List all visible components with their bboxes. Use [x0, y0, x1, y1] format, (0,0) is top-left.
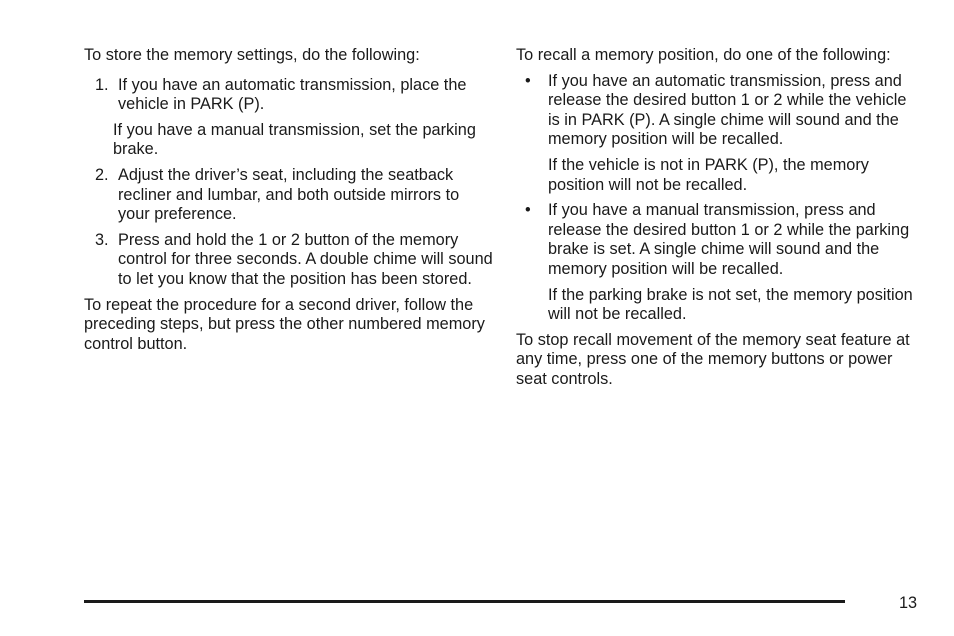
bullet-icon: • — [525, 201, 531, 220]
list-item-step-3 — [84, 231, 494, 290]
stop-paragraph: To stop recall movement of the memory seat feature at any time, press one of the memory buttons or power seat controls. — [516, 330, 910, 388]
bullet-note: If the parking brake is not set, the memory position will not be recalled. — [548, 285, 913, 324]
list-item-manual — [516, 201, 921, 279]
list-item-step-2 — [84, 166, 494, 225]
bullet-text: If you have an automatic transmission, press and release the desired button 1 or 2 while the vehicle is in PARK (P). A single chime will sound and the memory position will be recalled. — [548, 71, 907, 149]
list-item-automatic — [516, 72, 921, 150]
step-text: Adjust the driver’s seat, including the seatback recliner and lumbar, and both outside mirrors to your preference. — [118, 165, 460, 224]
step-number: 3. — [95, 230, 109, 249]
footer-rule — [84, 600, 845, 603]
step-text: If you have an automatic transmission, place the vehicle in PARK (P). — [118, 75, 467, 114]
list-item-step-1 — [84, 76, 494, 115]
bullet-icon: • — [525, 71, 531, 90]
step-number: 2. — [95, 165, 109, 184]
step-1-note: If you have a manual transmission, set the parking brake. — [113, 120, 476, 159]
step-number: 1. — [95, 75, 109, 94]
step-text: Press and hold the 1 or 2 button of the memory control for three seconds. A double chime will sound to let you know that the position has been stored. — [118, 230, 493, 288]
bullet-note: If the vehicle is not in PARK (P), the memory position will not be recalled. — [548, 155, 869, 194]
right-column — [516, 46, 921, 396]
repeat-paragraph: To repeat the procedure for a second driver, follow the preceding steps, but press the other numbered memory control button. — [84, 295, 485, 353]
page-number: 13 — [899, 594, 918, 612]
store-intro: To store the memory settings, do the following: — [84, 46, 420, 64]
bullet-list — [516, 72, 921, 325]
left-column — [84, 46, 494, 360]
steps-list — [84, 76, 494, 290]
bullet-text: If you have a manual transmission, press and release the desired button 1 or 2 while the parking brake is set. A single chime will sound and the memory position will be recalled. — [548, 201, 910, 278]
recall-intro: To recall a memory position, do one of the following: — [516, 46, 891, 64]
